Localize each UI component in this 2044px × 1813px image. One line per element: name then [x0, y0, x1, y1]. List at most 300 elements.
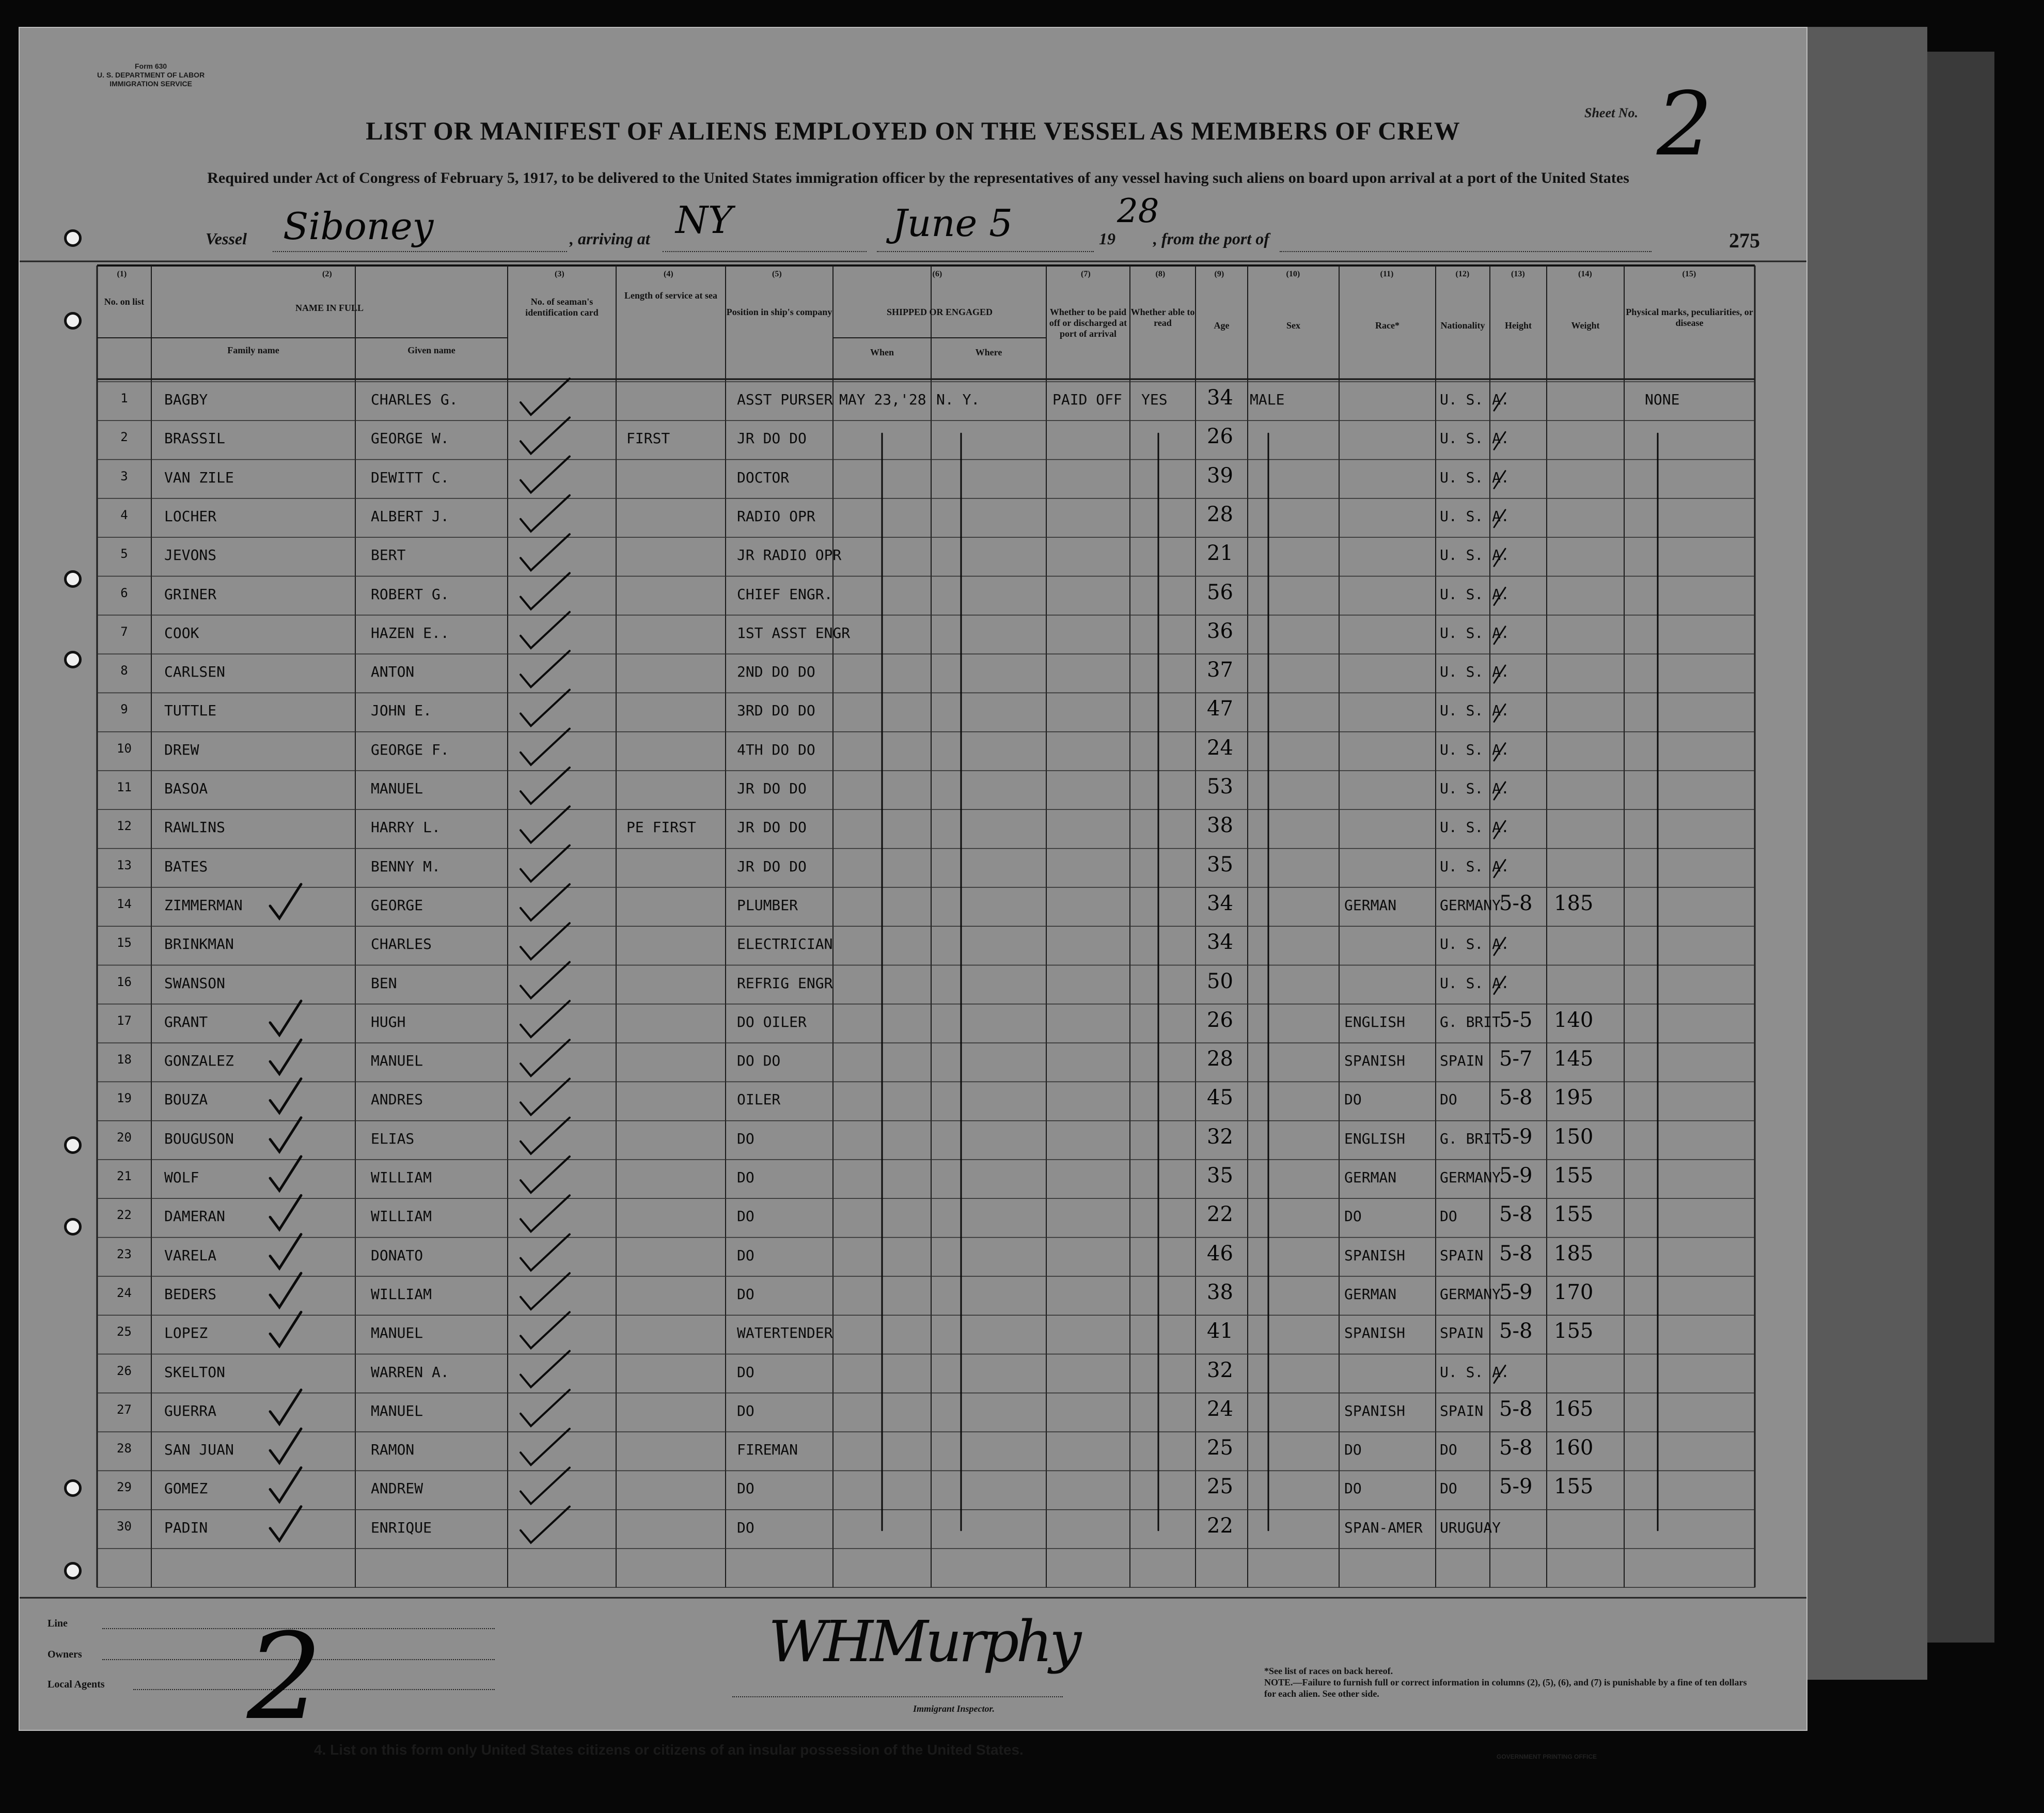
cell-no: 23 — [117, 1246, 132, 1261]
family-name-check-mark — [270, 1467, 301, 1502]
cell-position: 1ST ASST ENGR — [737, 624, 851, 642]
cell-given: ROBERT G. — [371, 585, 449, 603]
cell-family: VAN ZILE — [164, 468, 234, 486]
cell-sex: MALE — [1250, 391, 1285, 408]
cell-no: 5 — [120, 546, 128, 561]
page-title: LIST OR MANIFEST OF ALIENS EMPLOYED ON THE VESSEL AS MEMBERS OF CREW — [366, 116, 1460, 145]
cell-race: DO — [1344, 1480, 1362, 1497]
id-card-check-mark — [521, 417, 570, 454]
cell-no: 24 — [117, 1285, 132, 1300]
cell-family: GRANT — [164, 1013, 208, 1030]
cell-nationality: DO — [1440, 1441, 1457, 1459]
column-number: (9) — [1214, 270, 1224, 278]
cell-service: PE FIRST — [626, 819, 696, 836]
punch-hole — [64, 651, 82, 668]
sheet-number: 2 — [1657, 73, 1713, 176]
column-header-read: Whether able to read — [1130, 307, 1195, 328]
cell-given: HARRY L. — [371, 819, 441, 836]
cell-height: 5-5 — [1499, 1008, 1533, 1032]
cell-position: DO DO — [737, 1052, 781, 1070]
cell-age: 56 — [1207, 580, 1233, 604]
cell-marks: NONE — [1645, 391, 1680, 408]
cell-height: 5-8 — [1499, 1241, 1533, 1265]
cell-no: 13 — [117, 857, 132, 872]
cell-given: MANUEL — [371, 1402, 423, 1419]
cell-no: 25 — [117, 1324, 132, 1339]
cell-position: JR DO DO — [737, 857, 807, 875]
id-card-check-mark — [521, 1001, 570, 1037]
cell-family: PADIN — [164, 1519, 208, 1536]
cell-weight: 195 — [1554, 1086, 1594, 1110]
bottom-note: 4. List on this form only United States citizens or citizens of an insular possession of the United States. — [314, 1742, 1024, 1758]
cell-position: DO — [737, 1285, 754, 1303]
column-header-height: Height — [1505, 320, 1532, 331]
cell-age: 22 — [1207, 1513, 1233, 1538]
cell-height: 5-8 — [1499, 1086, 1533, 1110]
id-card-check-mark — [521, 379, 570, 415]
cell-no: 19 — [117, 1091, 132, 1106]
cell-position: ASST PURSER — [737, 391, 833, 408]
cell-age: 24 — [1207, 1397, 1233, 1421]
cell-weight: 145 — [1554, 1047, 1594, 1071]
id-card-check-mark — [521, 846, 570, 882]
column-number: (3) — [555, 270, 564, 278]
cell-race: GERMAN — [1344, 1285, 1397, 1303]
id-card-check-mark — [521, 1079, 570, 1115]
year-suffix: 28 — [1117, 192, 1159, 230]
cell-position: WATERTENDER — [737, 1324, 833, 1342]
cell-race: SPANISH — [1344, 1052, 1406, 1070]
id-card-check-mark — [521, 1312, 570, 1348]
family-name-check-mark — [270, 884, 301, 918]
arriving-label: , arriving at — [570, 229, 650, 248]
cell-no: 18 — [117, 1052, 132, 1067]
cell-no: 22 — [117, 1208, 132, 1223]
cell-age: 38 — [1207, 1280, 1233, 1304]
cell-position: REFRIG ENGR — [737, 974, 833, 992]
cell-race: SPANISH — [1344, 1324, 1406, 1342]
cell-nationality: U. S. A. — [1440, 935, 1510, 953]
id-card-check-mark — [521, 457, 570, 493]
cell-given: HUGH — [371, 1013, 406, 1030]
column-number: (13) — [1511, 270, 1525, 278]
cell-position: CHIEF ENGR. — [737, 585, 833, 603]
cell-weight: 160 — [1554, 1436, 1594, 1460]
family-name-check-mark — [270, 1390, 301, 1424]
printing-office: GOVERNMENT PRINTING OFFICE — [1497, 1753, 1597, 1760]
arriving-port: NY — [675, 198, 733, 242]
cell-age: 32 — [1207, 1124, 1233, 1149]
cell-age: 25 — [1207, 1475, 1233, 1499]
cell-no: 12 — [117, 819, 132, 834]
id-card-check-mark — [521, 1467, 570, 1504]
cell-nationality: DO — [1440, 1208, 1457, 1225]
cell-nationality: U. S. A. — [1440, 702, 1510, 720]
cell-family: BOUZA — [164, 1091, 208, 1108]
cell-given: DEWITT C. — [371, 468, 449, 486]
cell-family: GOMEZ — [164, 1480, 208, 1497]
cell-age: 46 — [1207, 1241, 1233, 1265]
cell-position: DOCTOR — [737, 468, 790, 486]
cell-given: GEORGE W. — [371, 430, 449, 447]
cell-family: COOK — [164, 624, 199, 642]
cell-given: ENRIQUE — [371, 1519, 432, 1536]
cell-given: GEORGE F. — [371, 741, 449, 758]
cell-age: 37 — [1207, 658, 1233, 682]
cell-family: BAGBY — [164, 391, 208, 408]
family-name-check-mark — [270, 1118, 301, 1152]
cell-age: 35 — [1207, 1164, 1233, 1187]
cell-weight: 170 — [1554, 1280, 1594, 1304]
cell-age: 39 — [1207, 463, 1233, 488]
cell-nationality: GERMANY — [1440, 896, 1501, 914]
cell-position: DO — [737, 1169, 754, 1186]
footer-notes — [1264, 1665, 1755, 1699]
cell-family: BOUGUSON — [164, 1130, 234, 1147]
column-number: (1) — [117, 270, 127, 278]
cell-family: SWANSON — [164, 974, 226, 992]
column-header-no: No. on list — [104, 296, 145, 307]
id-card-check-mark — [521, 884, 570, 920]
cell-no: 2 — [120, 430, 128, 445]
punch-hole — [64, 570, 82, 588]
cell-position: DO — [737, 1130, 754, 1147]
id-card-check-mark — [521, 806, 570, 842]
cell-nationality: U. S. A. — [1440, 741, 1510, 758]
agents-label: Local Agents — [48, 1679, 105, 1690]
cell-given: BERT — [371, 546, 406, 564]
cell-age: 53 — [1207, 775, 1233, 799]
cell-nationality: U. S. A. — [1440, 585, 1510, 603]
cell-weight: 155 — [1554, 1475, 1594, 1499]
cell-race: SPANISH — [1344, 1246, 1406, 1264]
cell-family: BRINKMAN — [164, 935, 234, 953]
id-card-check-mark — [521, 1234, 570, 1271]
id-card-check-mark — [521, 1156, 570, 1193]
cell-family: DAMERAN — [164, 1208, 226, 1225]
column-header-nationality: Nationality — [1440, 320, 1485, 331]
line-label: Line — [48, 1618, 68, 1629]
cell-given: MANUEL — [371, 1324, 423, 1342]
cell-age: 45 — [1207, 1086, 1233, 1110]
cell-nationality: U. S. A. — [1440, 780, 1510, 797]
cell-height: 5-9 — [1499, 1164, 1533, 1187]
cell-age: 21 — [1207, 541, 1233, 566]
cell-given: WILLIAM — [371, 1208, 432, 1225]
cell-family: BASOA — [164, 780, 208, 797]
cell-family: GONZALEZ — [164, 1052, 234, 1070]
column-header-service: Length of service at sea — [624, 290, 717, 301]
inspector-signature: WHMurphy — [768, 1608, 1079, 1675]
fine-note: NOTE.—Failure to furnish full or correct information in columns (2), (5), (6), and (7) is punishable by a fine of ten dollars for each alien. See other side. — [1264, 1677, 1747, 1699]
cell-given: WILLIAM — [371, 1285, 432, 1303]
cell-height: 5-8 — [1499, 1319, 1533, 1343]
cell-given: RAMON — [371, 1441, 415, 1459]
cell-nationality: SPAIN — [1440, 1052, 1484, 1070]
cell-nationality: G. BRIT — [1440, 1130, 1501, 1147]
form-grid — [20, 28, 1806, 1730]
punch-hole — [64, 1562, 82, 1580]
form-number: Form 630 U. S. DEPARTMENT OF LABOR IMMIGRATION SERVICE — [97, 62, 205, 88]
cell-given: MANUEL — [371, 1052, 423, 1070]
column-number: (8) — [1155, 270, 1166, 278]
cell-age: 28 — [1207, 1047, 1233, 1071]
cell-nationality: SPAIN — [1440, 1402, 1484, 1419]
cell-family: BATES — [164, 857, 208, 875]
backing-sheet — [1805, 27, 1927, 1680]
family-name-check-mark — [270, 1312, 301, 1346]
cell-given: HAZEN E.. — [371, 624, 449, 642]
column-header-paid: Whether to be paid off or discharged at port of arrival — [1049, 307, 1127, 339]
date-dotline — [877, 251, 1094, 252]
cell-weight: 155 — [1554, 1319, 1594, 1343]
cell-position: JR DO DO — [737, 819, 807, 836]
column-number: (10) — [1286, 270, 1300, 278]
cell-race: ENGLISH — [1344, 1013, 1406, 1030]
cell-no: 27 — [117, 1402, 132, 1417]
cell-given: ANDRES — [371, 1091, 423, 1108]
cell-nationality: SPAIN — [1440, 1324, 1484, 1342]
column-number: (14) — [1578, 270, 1592, 278]
column-header-family: Family name — [227, 345, 279, 355]
cell-age: 25 — [1207, 1436, 1233, 1460]
cell-given: MANUEL — [371, 780, 423, 797]
cell-no: 10 — [117, 741, 132, 756]
cell-nationality: U. S. A. — [1440, 819, 1510, 836]
cell-race: DO — [1344, 1091, 1362, 1108]
cell-no: 9 — [120, 702, 128, 717]
family-name-check-mark — [270, 1195, 301, 1229]
column-header-shipped: SHIPPED OR ENGAGED — [886, 307, 993, 317]
cell-position: DO OILER — [737, 1013, 807, 1030]
cell-height: 5-7 — [1499, 1047, 1533, 1071]
year-prefix: 19 — [1099, 229, 1115, 248]
family-name-check-mark — [270, 1156, 301, 1191]
stamp-number: 275 — [1729, 229, 1760, 252]
cell-no: 26 — [117, 1363, 132, 1378]
cell-no: 16 — [117, 974, 132, 989]
cell-age: 28 — [1207, 502, 1233, 526]
column-header-race: Race* — [1375, 320, 1400, 331]
cell-age: 22 — [1207, 1202, 1233, 1227]
column-header-weight: Weight — [1571, 320, 1600, 331]
cell-age: 41 — [1207, 1319, 1233, 1343]
page-subtitle: Required under Act of Congress of February 5, 1917, to be delivered to the United States immigration officer by the representatives of any vessel having such aliens on board upon arrival at a port of the United States — [207, 169, 1629, 186]
column-header-name: NAME IN FULL — [295, 303, 364, 313]
cell-nationality: DO — [1440, 1480, 1457, 1497]
cell-given: WILLIAM — [371, 1169, 432, 1186]
backing-edge — [1927, 52, 1994, 1643]
cell-given: BEN — [371, 974, 397, 992]
arriving-dotline — [663, 251, 867, 252]
column-header-age: Age — [1214, 320, 1230, 331]
cell-given: ELIAS — [371, 1130, 415, 1147]
id-card-check-mark — [521, 729, 570, 765]
column-header-given: Given name — [407, 345, 455, 355]
cell-no: 15 — [117, 935, 132, 950]
cell-race: SPAN-AMER — [1344, 1519, 1423, 1536]
cell-no: 11 — [117, 780, 132, 794]
id-card-check-mark — [521, 1195, 570, 1231]
cell-race: GERMAN — [1344, 1169, 1397, 1186]
cell-given: WARREN A. — [371, 1363, 449, 1381]
id-card-check-mark — [521, 962, 570, 998]
cell-position: DO — [737, 1480, 754, 1497]
column-header-when: When — [870, 347, 894, 357]
column-number: (2) — [322, 270, 332, 278]
id-card-check-mark — [521, 1507, 570, 1543]
cell-position: 3RD DO DO — [737, 702, 815, 720]
cell-position: PLUMBER — [737, 896, 798, 914]
cell-given: BENNY M. — [371, 857, 441, 875]
cell-race: DO — [1344, 1441, 1362, 1459]
column-number: (5) — [772, 270, 782, 278]
punch-hole — [64, 1218, 82, 1236]
cell-weight: 150 — [1554, 1124, 1594, 1149]
column-number: (4) — [664, 270, 673, 278]
cell-position: DO — [737, 1519, 754, 1536]
column-number: (15) — [1682, 270, 1696, 278]
cell-race: SPANISH — [1344, 1402, 1406, 1419]
cell-age: 38 — [1207, 814, 1233, 838]
from-label: , from the port of — [1153, 229, 1269, 248]
id-card-check-mark — [521, 1040, 570, 1076]
signature-dotline — [732, 1696, 1063, 1697]
race-note: *See list of races on back hereof. — [1264, 1666, 1393, 1676]
cell-no: 17 — [117, 1013, 132, 1028]
cell-nationality: URUGUAY — [1440, 1519, 1501, 1536]
cell-no: 4 — [120, 507, 128, 522]
from-dotline — [1280, 251, 1652, 252]
cell-nationality: DO — [1440, 1091, 1457, 1108]
id-card-check-mark — [521, 1390, 570, 1426]
cell-nationality: U. S. A. — [1440, 624, 1510, 642]
cell-given: DONATO — [371, 1246, 423, 1264]
cell-family: BRASSIL — [164, 430, 226, 447]
cell-family: LOPEZ — [164, 1324, 208, 1342]
manifest-page — [19, 27, 1807, 1760]
cell-position: 2ND DO DO — [737, 663, 815, 681]
column-number: (6) — [932, 270, 942, 278]
cell-height: 5-9 — [1499, 1280, 1533, 1304]
cell-weight: 155 — [1554, 1202, 1594, 1227]
id-card-check-mark — [521, 534, 570, 570]
cell-no: 6 — [120, 585, 128, 600]
cell-nationality: U. S. A. — [1440, 468, 1510, 486]
cell-age: 34 — [1207, 930, 1233, 955]
id-card-check-mark — [521, 612, 570, 648]
cell-weight: 155 — [1554, 1164, 1594, 1187]
id-card-check-mark — [521, 768, 570, 804]
cell-nationality: GERMANY — [1440, 1285, 1501, 1303]
cell-no: 14 — [117, 896, 132, 911]
vessel-label: Vessel — [206, 229, 247, 248]
punch-hole — [64, 229, 82, 247]
cell-age: 50 — [1207, 969, 1233, 993]
cell-family: GRINER — [164, 585, 217, 603]
cell-height: 5-9 — [1499, 1124, 1533, 1149]
id-card-check-mark — [521, 690, 570, 726]
cell-weight: 165 — [1554, 1397, 1594, 1421]
cell-family: BEDERS — [164, 1285, 217, 1303]
cell-given: GEORGE — [371, 896, 423, 914]
cell-weight: 185 — [1554, 891, 1594, 915]
column-header-where: Where — [975, 347, 1002, 357]
cell-age: 34 — [1207, 386, 1233, 410]
cell-position: 4TH DO DO — [737, 741, 815, 758]
cell-position: DO — [737, 1402, 754, 1419]
cell-age: 36 — [1207, 619, 1233, 643]
cell-position: OILER — [737, 1091, 781, 1108]
cell-given: ANDREW — [371, 1480, 423, 1497]
cell-nationality: U. S. A. — [1440, 663, 1510, 681]
inspector-label: Immigrant Inspector. — [913, 1703, 995, 1714]
cell-height: 5-8 — [1499, 1397, 1533, 1421]
cell-given: ALBERT J. — [371, 507, 449, 525]
cell-paid: PAID OFF — [1052, 391, 1122, 408]
cell-given: CHARLES — [371, 935, 432, 953]
cell-position: JR DO DO — [737, 430, 807, 447]
cell-position: JR DO DO — [737, 780, 807, 797]
cell-nationality: U. S. A. — [1440, 546, 1510, 564]
cell-nationality: G. BRIT — [1440, 1013, 1501, 1030]
family-name-check-mark — [270, 1040, 301, 1074]
family-name-check-mark — [270, 1234, 301, 1269]
cell-age: 47 — [1207, 697, 1233, 721]
punch-hole — [64, 1136, 82, 1154]
cell-position: DO — [737, 1363, 754, 1381]
cell-service: FIRST — [626, 430, 670, 447]
cell-height: 5-9 — [1499, 1475, 1533, 1499]
column-number: (7) — [1081, 270, 1091, 278]
cell-position: DO — [737, 1208, 754, 1225]
cell-family: RAWLINS — [164, 819, 226, 836]
cell-nationality: U. S. A. — [1440, 430, 1510, 447]
id-card-check-mark — [521, 1351, 570, 1387]
id-card-check-mark — [521, 923, 570, 959]
cell-family: ZIMMERMAN — [164, 896, 243, 914]
cell-age: 26 — [1207, 425, 1233, 449]
cell-no: 21 — [117, 1169, 132, 1183]
cell-position: RADIO OPR — [737, 507, 815, 525]
family-name-check-mark — [270, 1079, 301, 1113]
cell-race: DO — [1344, 1208, 1362, 1225]
id-card-check-mark — [521, 1273, 570, 1309]
cell-position: FIREMAN — [737, 1441, 798, 1459]
cell-height: 5-8 — [1499, 1202, 1533, 1227]
column-header-sex: Sex — [1286, 320, 1300, 331]
cell-family: WOLF — [164, 1169, 199, 1186]
cell-nationality: U. S. A. — [1440, 1363, 1510, 1381]
cell-no: 3 — [120, 468, 128, 483]
cell-age: 24 — [1207, 736, 1233, 760]
cell-no: 7 — [120, 624, 128, 639]
cell-given: JOHN E. — [371, 702, 432, 720]
column-header-position: Position in ship's company — [726, 307, 832, 317]
cell-family: CARLSEN — [164, 663, 226, 681]
cell-family: JEVONS — [164, 546, 217, 564]
cell-no: 1 — [120, 391, 128, 405]
cell-age: 26 — [1207, 1008, 1233, 1032]
cell-weight: 140 — [1554, 1008, 1594, 1032]
cell-race: GERMAN — [1344, 896, 1397, 914]
cell-no: 29 — [117, 1480, 132, 1495]
sheet-label: Sheet No. — [1584, 105, 1638, 120]
column-number: (11) — [1380, 270, 1394, 278]
id-card-check-mark — [521, 1118, 570, 1154]
cell-age: 35 — [1207, 852, 1233, 877]
cell-family: SKELTON — [164, 1363, 226, 1381]
